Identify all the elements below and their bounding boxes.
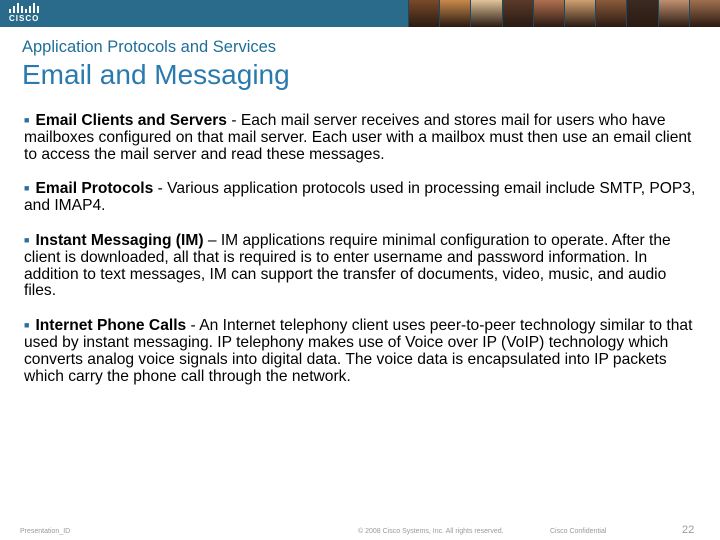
item-text: - An Internet telephony client uses peer-to-peer technology similar to that used by instant messaging. IP telephony makes use of Voice over IP (VoIP) technology which converts analog voice signals into digital data. The voice data is encapsulated into IP packets which carry the phone call through the network. <box>24 317 693 385</box>
square-bullet-icon: ■ <box>24 320 30 331</box>
square-bullet-icon: ■ <box>24 115 30 125</box>
top-banner <box>0 0 720 27</box>
photo-tile <box>408 0 439 27</box>
item-lead: Email Protocols <box>35 180 154 198</box>
cisco-bridge-icon <box>8 2 42 13</box>
photo-strip <box>408 0 720 27</box>
photo-tile <box>658 0 689 27</box>
photo-tile <box>502 0 533 27</box>
footer-copyright: © 2008 Cisco Systems, Inc. All rights reserved. <box>358 528 504 535</box>
item-lead: Internet Phone Calls <box>35 317 187 335</box>
slide-subtitle: Application Protocols and Services <box>22 38 277 56</box>
item-text: - Each mail server receives and stores mail for users who have mailboxes configured on that mail server. Each user with a mailbox must then use an email client to access the mail server and read these messages. <box>24 112 692 163</box>
item-lead: Instant Messaging (IM) <box>35 231 204 249</box>
photo-tile <box>470 0 501 27</box>
item-lead: Email Clients and Servers <box>35 112 227 129</box>
photo-tile <box>626 0 657 27</box>
square-bullet-icon: ■ <box>24 183 30 194</box>
footer-confidential: Cisco Confidential <box>550 528 607 535</box>
photo-tile <box>595 0 626 27</box>
photo-tile <box>689 0 720 27</box>
footer-presentation-id: Presentation_ID <box>20 528 71 535</box>
item-text: - Various application protocols used in processing email include SMTP, POP3, and IMAP4. <box>24 180 696 215</box>
content-list <box>24 112 700 402</box>
logo-wordmark: CISCO <box>9 14 40 23</box>
page-number: 22 <box>682 524 695 536</box>
list-item <box>24 232 700 300</box>
slide-title: Email and Messaging <box>22 59 290 90</box>
square-bullet-icon: ■ <box>24 234 30 245</box>
photo-tile <box>533 0 564 27</box>
list-item <box>24 180 700 215</box>
list-item <box>24 112 700 163</box>
cisco-logo <box>8 2 42 24</box>
item-text: – IM applications require minimal configuration to operate. After the client is downloaded, all that is required is to enter username and password information. In addition to text messages, IM can support the transfer of documents, video, music, and audio files. <box>24 231 671 300</box>
photo-tile <box>439 0 470 27</box>
photo-tile <box>564 0 595 27</box>
list-item <box>24 317 700 385</box>
